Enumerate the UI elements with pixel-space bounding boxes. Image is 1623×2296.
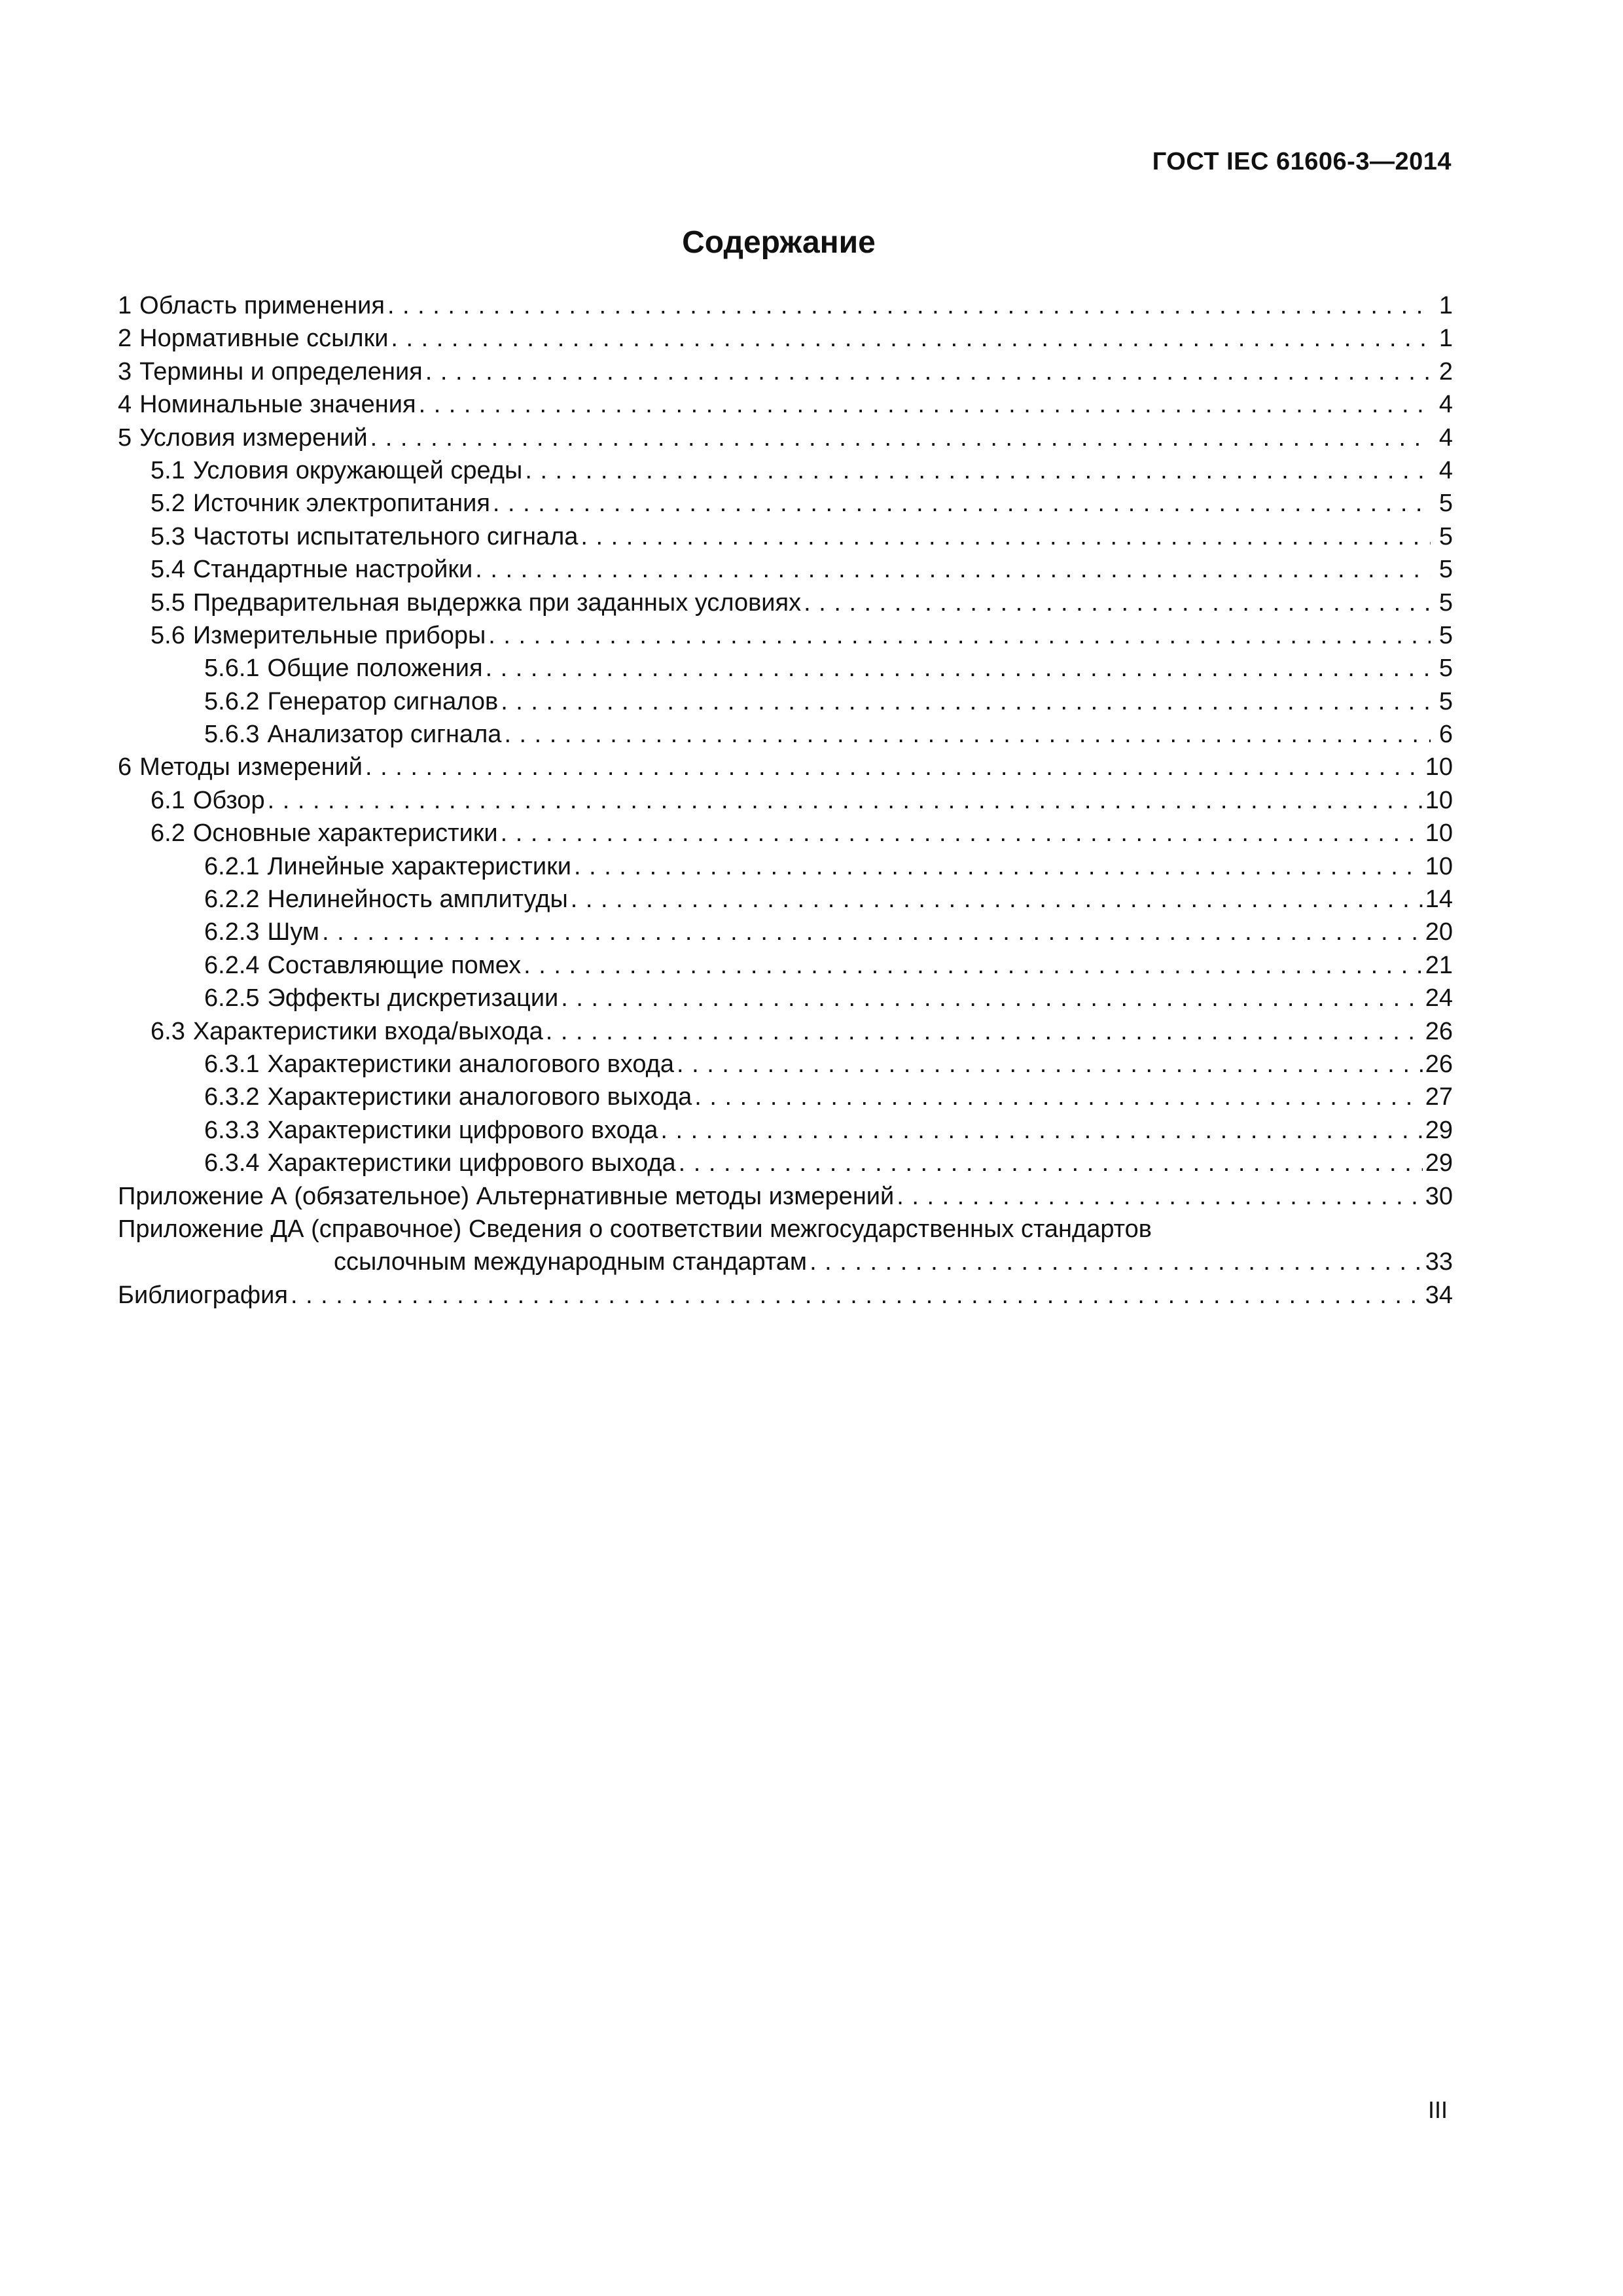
toc-entry-title: Номинальные значения (139, 391, 416, 419)
toc-entry[interactable] (118, 454, 1453, 487)
toc-entry-title: ссылочным международным стандартам (334, 1248, 808, 1276)
toc-entry-page: 5 (1438, 588, 1453, 617)
toc-entry-page: 26 (1425, 1050, 1453, 1078)
toc-entry-title: Эффекты дискретизации (267, 984, 559, 1013)
toc-entry[interactable] (118, 586, 1453, 619)
toc-entry-title: Линейные характеристики (267, 852, 572, 880)
toc-entry-number: 5.2 (151, 490, 185, 518)
toc-leader-dots (488, 619, 1431, 652)
toc-entry[interactable] (118, 949, 1453, 982)
toc-leader-dots (501, 685, 1431, 718)
toc-leader-dots (322, 916, 1423, 948)
toc-entry[interactable] (118, 553, 1453, 586)
toc-leader-dots (387, 289, 1431, 322)
toc-entry-title: Библиография (118, 1281, 288, 1309)
toc-entry-page: 27 (1425, 1083, 1453, 1111)
toc-leader-dots (425, 355, 1431, 388)
toc-entry[interactable] (118, 1147, 1453, 1179)
toc-entry-title: Нелинейность амплитуды (267, 886, 568, 914)
toc-entry-page: 5 (1438, 490, 1453, 518)
toc-entry[interactable] (118, 289, 1453, 322)
toc-entry[interactable] (118, 1246, 1453, 1278)
toc-entry-number: 5.5 (151, 588, 185, 617)
toc-leader-dots (897, 1180, 1422, 1213)
toc-entry-page: 6 (1438, 721, 1453, 749)
toc-leader-dots (475, 553, 1431, 586)
toc-entry-title: Составляющие помех (267, 951, 522, 979)
toc-entry-title: Приложение ДА (справочное) Сведения о соответствии межгосударственных стандартов (118, 1215, 1152, 1243)
toc-entry-number: 3 (118, 357, 132, 386)
toc-entry-title: Характеристики входа/выхода (192, 1017, 543, 1045)
toc-entry[interactable] (118, 1015, 1453, 1048)
toc-leader-dots (419, 388, 1431, 421)
toc-entry-number: 5.3 (151, 522, 185, 550)
document-header: ГОСТ IEC 61606-3—2014 (1152, 148, 1452, 175)
toc-entry-page: 5 (1438, 556, 1453, 584)
toc-leader-dots (370, 422, 1431, 454)
toc-leader-dots (694, 1081, 1422, 1113)
toc-leader-dots (365, 751, 1423, 783)
toc-entry-number: 6.3.1 (204, 1050, 260, 1078)
toc-entry-title: Характеристики цифрового выхода (267, 1149, 676, 1177)
toc-entry-number: 6.3.3 (204, 1116, 260, 1144)
toc-entry-page: 20 (1425, 918, 1453, 946)
toc-entry-page: 10 (1425, 786, 1453, 814)
toc-entry[interactable] (118, 817, 1453, 850)
toc-leader-dots (546, 1015, 1423, 1048)
toc-leader-dots (677, 1048, 1423, 1081)
toc-entry-number: 6.2 (151, 819, 185, 848)
toc-entry-number: 6.2.4 (204, 951, 260, 979)
toc-entry-title: Область применения (139, 292, 385, 319)
toc-entry-page: 5 (1438, 522, 1453, 550)
toc-entry-title: Условия окружающей среды (192, 456, 523, 484)
toc-entry[interactable] (118, 685, 1453, 718)
toc-leader-dots (810, 1246, 1423, 1278)
toc-entry-page: 4 (1438, 423, 1453, 452)
toc-entry-page: 10 (1425, 852, 1453, 880)
toc-entry-number: 5.6 (151, 621, 185, 649)
toc-entry-title: Анализатор сигнала (267, 721, 502, 749)
toc-entry-page: 24 (1425, 984, 1453, 1013)
toc-entry-title: Стандартные настройки (192, 556, 473, 584)
toc-entry-title: Измерительные приборы (192, 621, 486, 649)
toc-entry-title: Генератор сигналов (267, 687, 499, 715)
toc-entry-page: 33 (1425, 1248, 1453, 1276)
toc-entry-title: Частоты испытательного сигнала (192, 522, 579, 550)
toc-entry[interactable] (118, 1081, 1453, 1113)
toc-entry-number: 2 (118, 325, 132, 353)
toc-entry[interactable] (118, 751, 1453, 783)
toc-leader-dots (561, 982, 1422, 1014)
toc-entry-title: Характеристики аналогового выхода (267, 1083, 692, 1111)
toc-entry-number: 6 (118, 753, 132, 781)
toc-entry-title: Предварительная выдержка при заданных условиях (192, 588, 802, 617)
toc-entry-page: 5 (1438, 621, 1453, 649)
toc-entry-title: Нормативные ссылки (139, 325, 389, 353)
toc-entry[interactable] (118, 982, 1453, 1014)
toc-entry-page: 5 (1438, 687, 1453, 715)
toc-entry-title: Условия измерений (139, 423, 368, 452)
toc-entry-page: 21 (1425, 951, 1453, 979)
toc-entry[interactable] (118, 388, 1453, 421)
toc-entry[interactable] (118, 1279, 1453, 1312)
toc-entry-number: 5.6.1 (204, 655, 260, 683)
toc-entry-page: 10 (1425, 819, 1453, 848)
toc-entry[interactable] (118, 883, 1453, 916)
toc-entry-title: Общие положения (267, 655, 483, 683)
toc-leader-dots (291, 1279, 1423, 1312)
toc-entry[interactable] (118, 784, 1453, 817)
toc-entry-title: Характеристики аналогового входа (267, 1050, 674, 1078)
toc-entry-page: 4 (1438, 456, 1453, 484)
toc-leader-dots (504, 718, 1431, 751)
toc-entry-number: 6.3.4 (204, 1149, 260, 1177)
toc-entry-number: 1 (118, 292, 132, 319)
toc-entry-page: 2 (1438, 357, 1453, 386)
toc-entry-page: 30 (1425, 1182, 1453, 1210)
toc-leader-dots (804, 586, 1431, 619)
toc-leader-dots (486, 652, 1431, 685)
toc-entry-number: 5.6.2 (204, 687, 260, 715)
toc-entry[interactable] (118, 520, 1453, 553)
toc-entry-number: 6.3.2 (204, 1083, 260, 1111)
toc-leader-dots (571, 883, 1423, 916)
toc-entry[interactable] (118, 1213, 1453, 1246)
toc-entry-page: 29 (1425, 1149, 1453, 1177)
toc-leader-dots (580, 520, 1431, 553)
toc-entry[interactable] (118, 1048, 1453, 1081)
toc-entry-number: 5.1 (151, 456, 185, 484)
toc-entry[interactable] (118, 355, 1453, 388)
toc-entry-page: 1 (1438, 325, 1453, 353)
toc-entry-number: 6.2.1 (204, 852, 260, 880)
toc-entry[interactable] (118, 916, 1453, 948)
toc-entry-number: 6.3 (151, 1017, 185, 1045)
toc-entry-title: Шум (267, 918, 320, 946)
toc-entry[interactable] (118, 1114, 1453, 1147)
toc-entry[interactable] (118, 1180, 1453, 1213)
toc-entry[interactable] (118, 619, 1453, 652)
toc-entry-number: 6.1 (151, 786, 185, 814)
toc-entry[interactable] (118, 422, 1453, 454)
toc-entry-title: Обзор (192, 786, 265, 814)
toc-entry-number: 6.2.2 (204, 886, 260, 914)
toc-entry-number: 5.4 (151, 556, 185, 584)
toc-entry-title: Основные характеристики (192, 819, 498, 848)
toc-leader-dots (524, 949, 1423, 982)
page-number: III (1427, 2096, 1448, 2123)
toc-leader-dots (574, 850, 1423, 883)
toc-entry-page: 14 (1425, 886, 1453, 914)
toc-leader-dots (660, 1114, 1422, 1147)
toc-leader-dots (679, 1147, 1423, 1179)
toc-entry-title: Термины и определения (139, 357, 423, 386)
toc-entry-page: 1 (1438, 292, 1453, 319)
toc-entry-page: 29 (1425, 1116, 1453, 1144)
toc-entry-number: 5.6.3 (204, 721, 260, 749)
toc-leader-dots (391, 322, 1431, 355)
toc-entry-title: Приложение А (обязательное) Альтернативные методы измерений (118, 1182, 895, 1210)
toc-entry-page: 26 (1425, 1017, 1453, 1045)
toc-title: Содержание (682, 225, 876, 260)
toc-leader-dots (268, 784, 1423, 817)
toc-entry[interactable] (118, 487, 1453, 520)
toc-entry[interactable] (118, 652, 1453, 685)
toc-entry-page: 34 (1425, 1281, 1453, 1309)
toc-leader-dots (525, 454, 1431, 487)
toc-entry-number: 6.2.3 (204, 918, 260, 946)
toc-entry-page: 5 (1438, 655, 1453, 683)
toc-entry[interactable] (118, 322, 1453, 355)
toc-entry-number: 6.2.5 (204, 984, 260, 1013)
toc-entry-title: Методы измерений (139, 753, 363, 781)
toc-entry-page: 4 (1438, 391, 1453, 419)
toc-leader-dots (493, 487, 1431, 520)
toc-entry-number: 5 (118, 423, 132, 452)
toc-entry-title: Источник электропитания (192, 490, 490, 518)
toc-entry[interactable] (118, 718, 1453, 751)
toc-entry-number: 4 (118, 391, 132, 419)
toc-entry[interactable] (118, 850, 1453, 883)
toc-entry-title: Характеристики цифрового входа (267, 1116, 658, 1144)
toc-entry-page: 10 (1425, 753, 1453, 781)
table-of-contents (118, 289, 1453, 1312)
toc-leader-dots (501, 817, 1423, 850)
